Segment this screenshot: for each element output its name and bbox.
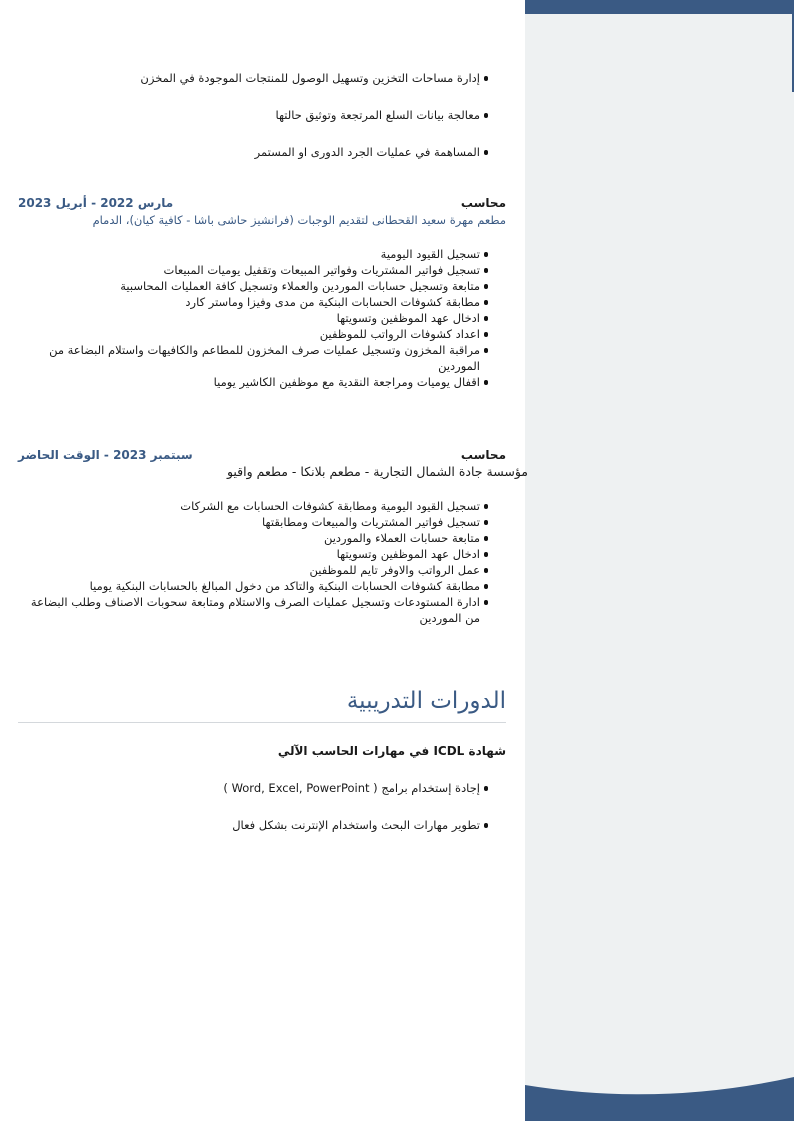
sidebar-top-bar	[525, 0, 794, 14]
job-header	[18, 448, 506, 464]
sidebar-bottom-wave	[525, 1077, 794, 1121]
course-skills-list	[18, 780, 506, 833]
job-entry-1	[18, 196, 506, 390]
job-duties-list	[18, 246, 506, 390]
job-entry-2	[18, 448, 528, 626]
training-section	[18, 686, 506, 854]
list-item: تطوير مهارات البحث واستخدام الإنترنت بشكل فعال	[18, 817, 506, 833]
course-title: شهادة ICDL في مهارات الحاسب الآلي	[277, 744, 506, 758]
list-item: إجادة إستخدام برامج ( Word, Excel, PowerPoint )	[18, 780, 506, 796]
job-company: مطعم مهرة سعيد القحطانى لتقديم الوجبات (فرانشيز حاشى باشا - كافية كيان)، الدمام	[92, 213, 506, 227]
list-item: اعداد كشوفات الرواتب للموظفين	[18, 326, 506, 342]
list-item: معالجة بيانات السلع المرتجعة وتوثيق حالتها	[18, 107, 506, 123]
job-title: محاسب	[460, 448, 506, 462]
list-item: تسجيل فواتير المشتريات وفواتير المبيعات وتقفيل يوميات المبيعات	[18, 262, 506, 278]
list-item: تسجيل القيود اليومية ومطابقة كشوفات الحسابات مع الشركات	[18, 498, 506, 514]
job-duties-list	[18, 498, 506, 626]
list-item: ادارة المستودعات وتسجيل عمليات الصرف والاستلام ومتابعة سحوبات الاصناف وطلب البضاعة من الموردين	[18, 594, 506, 626]
list-item: متابعة حسابات العملاء والموردين	[18, 530, 506, 546]
job-date: سبتمبر 2023 - الوقت الحاضر	[18, 448, 193, 462]
list-item: مراقبة المخزون وتسجيل عمليات صرف المخزون للمطاعم والكافيهات واستلام البضاعة من الموردين	[18, 342, 506, 374]
list-item: المساهمة في عمليات الجرد الدورى او المستمر	[18, 144, 506, 160]
main-content	[18, 0, 528, 1121]
list-item: تسجيل القيود اليومية	[18, 246, 506, 262]
list-item: ادخال عهد الموظفين وتسويتها	[18, 310, 506, 326]
sidebar-panel	[525, 0, 794, 1121]
section-title: الدورات التدريبية	[18, 686, 506, 723]
list-item: اقفال يوميات ومراجعة النقدية مع موظفين الكاشير يوميا	[18, 374, 506, 390]
list-item: إدارة مساحات التخزين وتسهيل الوصول للمنتجات الموجودة في المخزن	[18, 70, 506, 86]
job-header	[18, 196, 506, 212]
job-company: مؤسسة جادة الشمال التجارية - مطعم بلانكا - مطعم واقيو	[226, 464, 528, 479]
list-item: مطابقة كشوفات الحسابات البنكية والتاكد من دخول المبالغ بالحسابات البنكية يوميا	[18, 578, 506, 594]
list-item: عمل الرواتب والاوفر تايم للموظفين	[18, 562, 506, 578]
job-date: مارس 2022 - أبريل 2023	[18, 196, 174, 210]
list-item: متابعة وتسجيل حسابات الموردين والعملاء وتسجيل كافة العمليات المحاسبية	[18, 278, 506, 294]
warehouse-list	[18, 70, 506, 181]
list-item: ادخال عهد الموظفين وتسويتها	[18, 546, 506, 562]
job-title: محاسب	[460, 196, 506, 210]
list-item: تسجيل فواتير المشتريات والمبيعات ومطابقتها	[18, 514, 506, 530]
list-item: مطابقة كشوفات الحسابات البنكية من مدى وفيزا وماستر كارد	[18, 294, 506, 310]
